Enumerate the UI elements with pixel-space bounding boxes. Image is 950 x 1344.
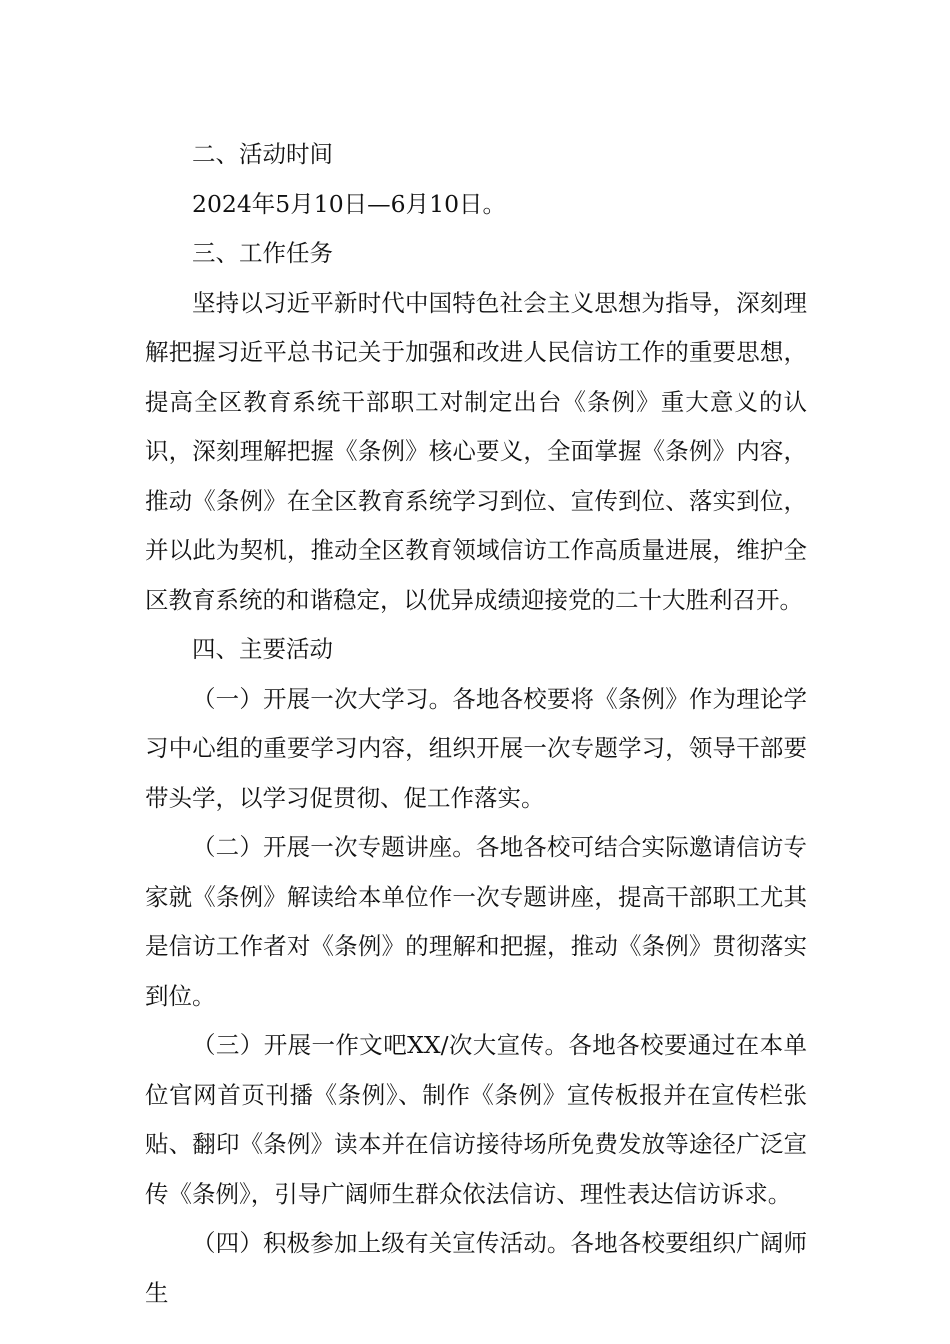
section-heading-tasks: 三、工作任务 (192, 239, 333, 267)
activity-paragraph-1: （一）开展一次大学习。各地各校要将《条例》作为理论学习中心组的重要学习内容，组织开展一次专题学习，领导干部要带头学，以学习促贯彻、促工作落实。 (145, 684, 807, 812)
activity-paragraph-3: （三）开展一作文吧XX/次大宣传。各地各校要通过在本单位官网首页刊播《条例》、制作《条例》宣传板报并在宣传栏张贴、翻印《条例》读本并在信访接待场所免费发放等途径广泛宣传《条例》，引导广阔师生群众依法信访、理性表达信访诉求。 (145, 1031, 807, 1208)
section-heading-activities: 四、主要活动 (192, 635, 333, 663)
activity-paragraph-4: （四）积极参加上级有关宣传活动。各地各校要组织广阔师生 (145, 1229, 807, 1307)
section-heading-time: 二、活动时间 (192, 140, 333, 168)
activity-paragraph-2: （二）开展一次专题讲座。各地各校可结合实际邀请信访专家就《条例》解读给本单位作一次专题讲座，提高干部职工尤其是信访工作者对《条例》的理解和把握，推动《条例》贯彻落实到位。 (145, 833, 807, 1010)
time-paragraph: 2024年5月10日—6月10日。 (192, 189, 507, 218)
document-body (145, 130, 807, 1318)
tasks-paragraph: 坚持以习近平新时代中国特色社会主义思想为指导，深刻理解把握习近平总书记关于加强和改进人民信访工作的重要思想，提高全区教育系统干部职工对制定出台《条例》重大意义的认识，深刻理解把握《条例》核心要义，全面掌握《条例》内容，推动《条例》在全区教育系统学习到位、宣传到位、落实到位，并以此为契机，推动全区教育领域信访工作高质量进展，维护全区教育系统的和谐稳定，以优异成绩迎接党的二十大胜利召开。 (145, 288, 807, 614)
